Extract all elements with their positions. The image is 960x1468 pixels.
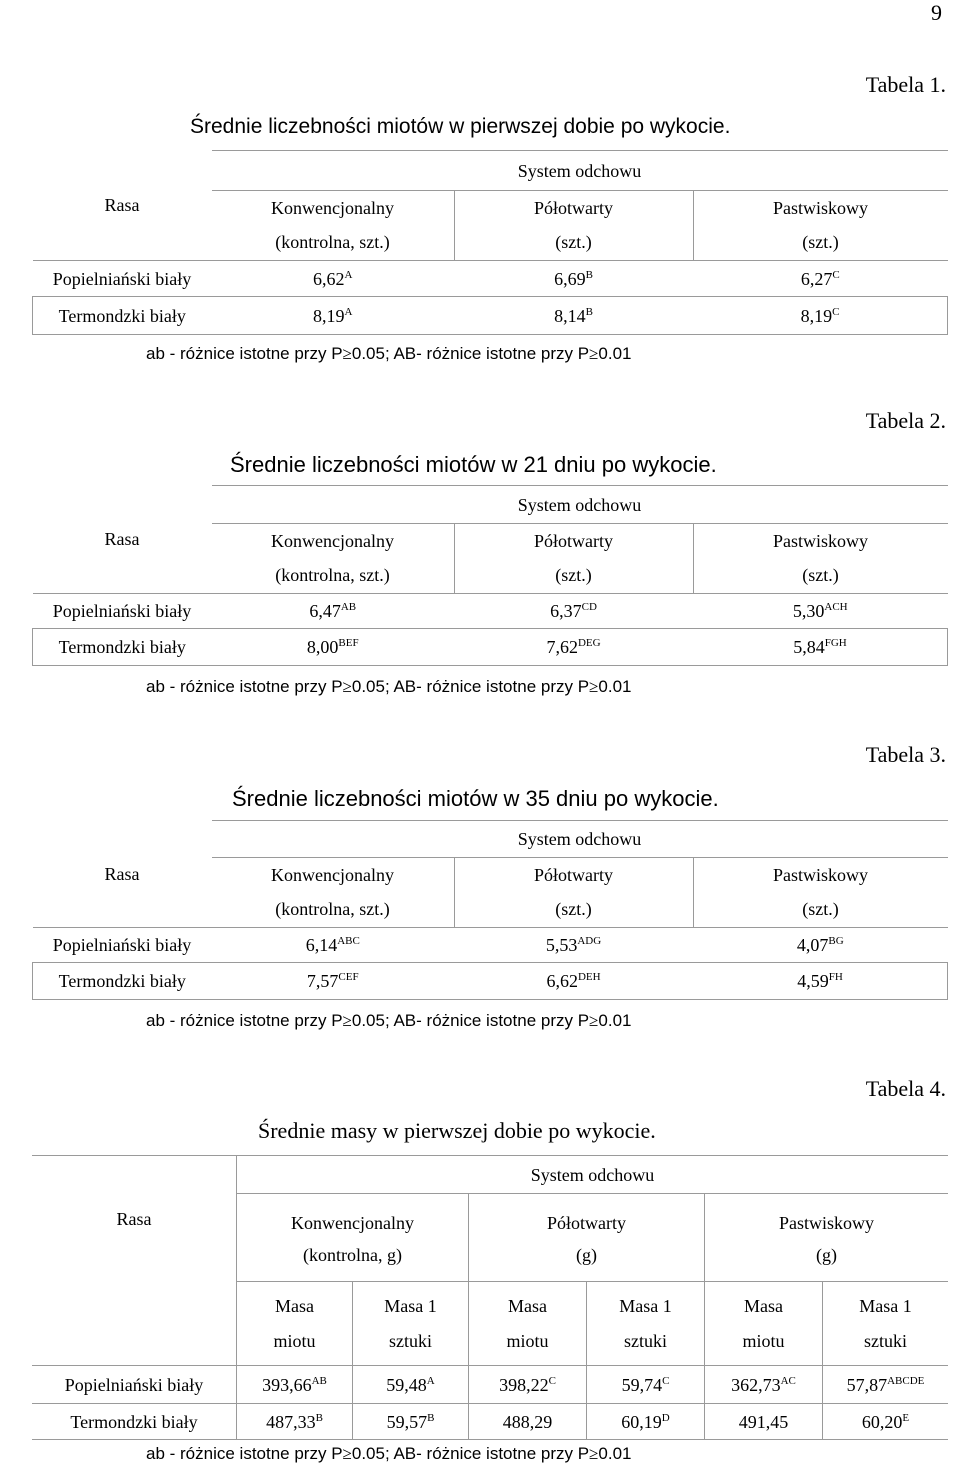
col3-unit: (szt.) [693,892,948,928]
value-cell: $60,19^D$ [587,1404,705,1440]
col1-header: Konwencjonalny [237,1194,469,1238]
value-cell: $8,14^B$ [454,297,693,335]
value-cell: $4,07^{BG}$ [693,928,948,963]
table4 [32,1155,948,1440]
significance-note: ab - różnice istotne przy P≥0.05; AB- różnice istotne przy P≥0.01 [146,1444,632,1463]
col3-unit: (szt.) [693,558,948,594]
breed-label: Termondzki biały [33,629,212,666]
value-cell: $5,53^{ADG}$ [454,928,693,963]
value-cell: $59,48^A$ [353,1366,469,1404]
col3-header: Pastwiskowy [693,191,948,225]
col2-header: Półotwarty [454,191,693,225]
subheader-masa-sztuki: Masa 1 sztuki [587,1282,705,1366]
table2 [32,485,948,666]
table2-label: Tabela 2. [865,408,946,433]
table1-label: Tabela 1. [865,72,946,97]
col1-unit: (kontrolna, szt.) [275,232,390,253]
breed-label: Termondzki biały [32,1404,237,1440]
subheader-masa-miotu: Masa miotu [705,1282,823,1366]
value-cell: $59,57^B$ [353,1404,469,1440]
value-cell: $7,62^{DEG}$ [454,629,693,666]
table3-label: Tabela 3. [865,742,946,767]
rasa-header: Rasa [104,863,140,884]
significance-note: ab - różnice istotne przy P≥0.05; AB- różnice istotne przy P≥0.01 [146,344,632,363]
rasa-header: Rasa [104,195,140,216]
col2-header: Półotwarty [454,858,693,892]
value-cell: $8,00^{BEF}$ [212,629,455,666]
rasa-header: Rasa [32,1156,237,1282]
value-cell: $6,62^{DEH}$ [454,963,693,1000]
significance-note: ab - różnice istotne przy P≥0.05; AB- różnice istotne przy P≥0.01 [146,677,632,696]
table1-title: Średnie liczebności miotów w pierwszej dobie po wykocie. [190,115,731,138]
value-cell: $6,69^B$ [454,261,693,297]
table4-label: Tabela 4. [865,1076,946,1101]
col2-unit: (szt.) [454,892,693,928]
value-cell: $362,73^{AC}$ [705,1366,823,1404]
system-header: System odchowu [212,151,948,191]
col1-unit: (kontrolna, szt.) [275,565,390,586]
value-cell: $6,14^{ABC}$ [212,928,455,963]
col3-header: Pastwiskowy [693,858,948,892]
breed-label: Termondzki biały [33,963,212,1000]
subheader-masa-miotu: Masa miotu [469,1282,587,1366]
subheader-masa-sztuki: Masa 1 sztuki [823,1282,949,1366]
value-cell: $6,27^C$ [693,261,948,297]
col1-unit: (kontrolna, szt.) [275,899,390,920]
value-cell: 491,45 [705,1404,823,1440]
col3-unit: (g) [705,1238,949,1282]
value-cell: $5,84^{FGH}$ [693,629,948,666]
col2-unit: (szt.) [454,558,693,594]
value-cell: $59,74^C$ [587,1366,705,1404]
value-cell: $6,47^{AB}$ [212,594,455,629]
table4-title: Średnie masy w pierwszej dobie po wykocie. [258,1118,656,1143]
value-cell: $6,37^{CD}$ [454,594,693,629]
value-cell: $4,59^{FH}$ [693,963,948,1000]
table2-title: Średnie liczebności miotów w 21 dniu po wykocie. [230,452,717,477]
table3-title: Średnie liczebności miotów w 35 dniu po wykocie. [232,786,719,811]
value-cell: $8,19^A$ [212,297,455,335]
col3-unit: (szt.) [693,225,948,261]
breed-label: Termondzki biały [33,297,212,335]
value-cell: $57,87^{ABCDE}$ [823,1366,949,1404]
system-header: System odchowu [212,821,948,858]
value-cell: $487,33^B$ [237,1404,353,1440]
system-header: System odchowu [237,1156,949,1194]
col3-header: Pastwiskowy [693,524,948,558]
table3 [32,820,948,1000]
col2-unit: (szt.) [454,225,693,261]
value-cell: 488,29 [469,1404,587,1440]
value-cell: $398,22^C$ [469,1366,587,1404]
breed-label: Popielniański biały [32,1366,237,1404]
significance-note: ab - różnice istotne przy P≥0.05; AB- różnice istotne przy P≥0.01 [146,1011,632,1030]
col1-unit: (kontrolna, g) [237,1238,469,1282]
value-cell: $8,19^C$ [693,297,948,335]
subheader-masa-sztuki: Masa 1 sztuki [353,1282,469,1366]
value-cell: $6,62^A$ [212,261,455,297]
value-cell: $60,20^E$ [823,1404,949,1440]
breed-label: Popielniański biały [33,594,212,629]
subheader-masa-miotu: Masa miotu [237,1282,353,1366]
breed-label: Popielniański biały [33,928,212,963]
value-cell: $7,57^{CEF}$ [212,963,455,1000]
col1-header: Konwencjonalny [271,530,394,551]
value-cell: $5,30^{ACH}$ [693,594,948,629]
col2-header: Półotwarty [469,1194,705,1238]
col1-header: Konwencjonalny [271,864,394,885]
col3-header: Pastwiskowy [705,1194,949,1238]
col1-header: Konwencjonalny [271,197,394,218]
value-cell: $393,66^{AB}$ [237,1366,353,1404]
breed-label: Popielniański biały [33,261,212,297]
col2-header: Półotwarty [454,524,693,558]
rasa-header: Rasa [104,529,140,550]
col2-unit: (g) [469,1238,705,1282]
table1 [32,150,948,335]
page-number: 9 [931,0,942,25]
system-header: System odchowu [212,486,948,524]
